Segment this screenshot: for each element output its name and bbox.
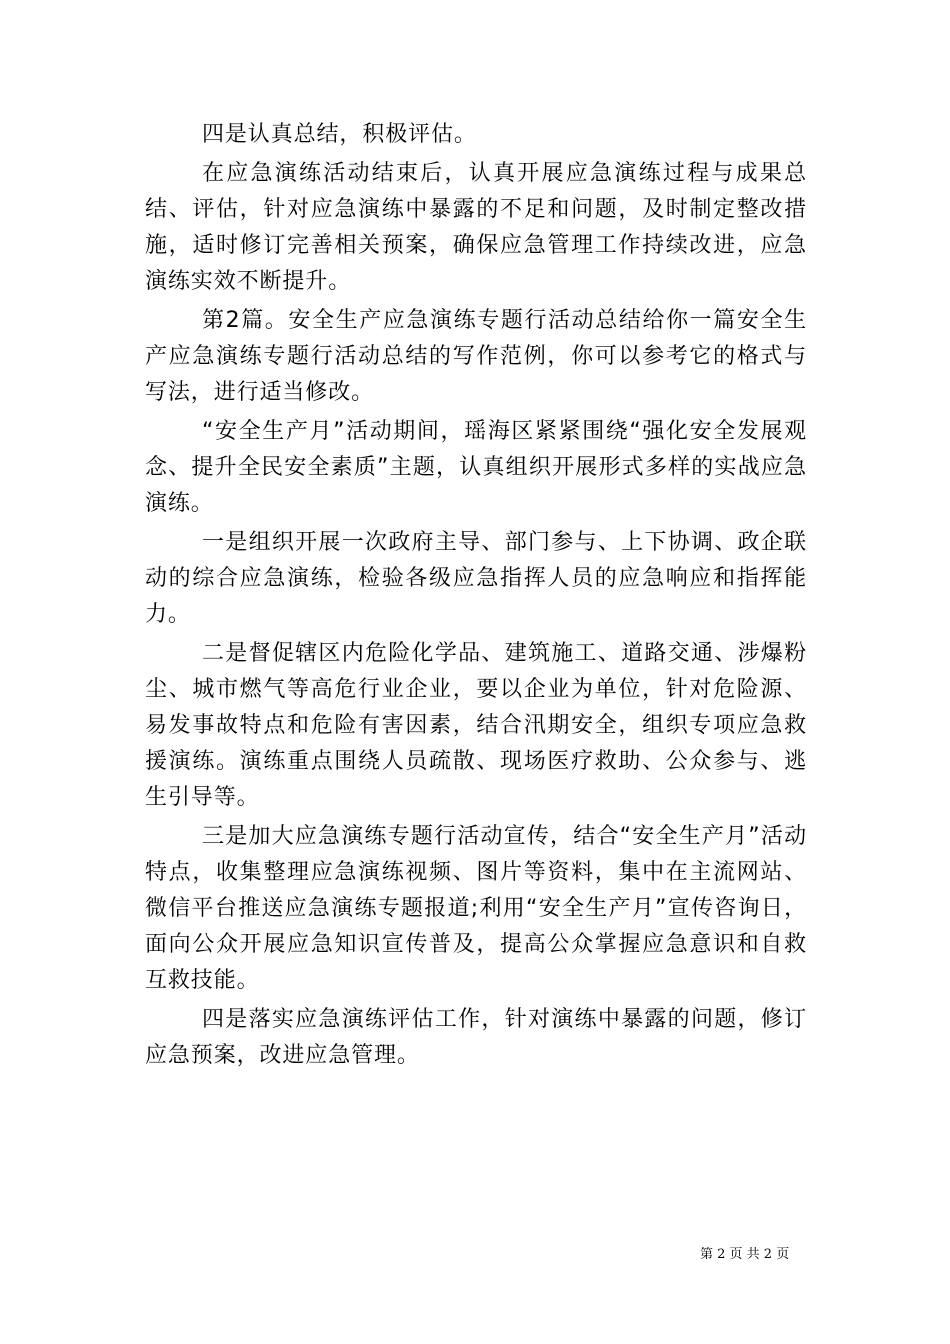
paragraph-7: 三是加大应急演练专题行活动宣传，结合“安全生产月”活动特点，收集整理应急演练视频、图片等资料，集中在主流网站、微信平台推送应急演练专题报道;利用“安全生产月”宣传咨询日，面向公众开展应急知识宣传普及，提高公众掌握应急意识和自救互救技能。 — [145, 824, 807, 993]
paragraph-2: 在应急演练活动结束后，认真开展应急演练过程与成果总结、评估，针对应急演练中暴露的不足和问题，及时制定整改措施，适时修订完善相关预案，确保应急管理工作持续改进，应急演练实效不断提升。 — [145, 161, 807, 294]
paragraph-1: 四是认真总结，积极评估。 — [202, 122, 477, 147]
paragraph-8: 四是落实应急演练评估工作，针对演练中暴露的问题，修订应急预案，改进应急管理。 — [145, 1007, 807, 1068]
paragraph-3: 第2篇。安全生产应急演练专题行活动总结给你一篇安全生产应急演练专题行活动总结的写作范例，你可以参考它的格式与写法，进行适当修改。 — [145, 308, 807, 405]
paragraph-6: 二是督促辖区内危险化学品、建筑施工、道路交通、涉爆粉尘、城市燃气等高危行业企业，要以企业为单位，针对危险源、易发事故特点和危险有害因素，结合汛期安全，组织专项应急救援演练。演练重点围绕人员疏散、现场医疗救助、公众参与、逃生引导等。 — [145, 641, 807, 810]
page-footer: 第 2 页 共 2 页 — [700, 1247, 790, 1262]
paragraph-4: “安全生产月”活动期间，瑶海区紧紧围绕“强化安全发展观念、提升全民安全素质”主题，认真组织开展形式多样的实战应急演练。 — [145, 419, 807, 516]
document-body — [145, 117, 807, 1077]
paragraph-5: 一是组织开展一次政府主导、部门参与、上下协调、政企联动的综合应急演练，检验各级应急指挥人员的应急响应和指挥能力。 — [145, 530, 807, 627]
